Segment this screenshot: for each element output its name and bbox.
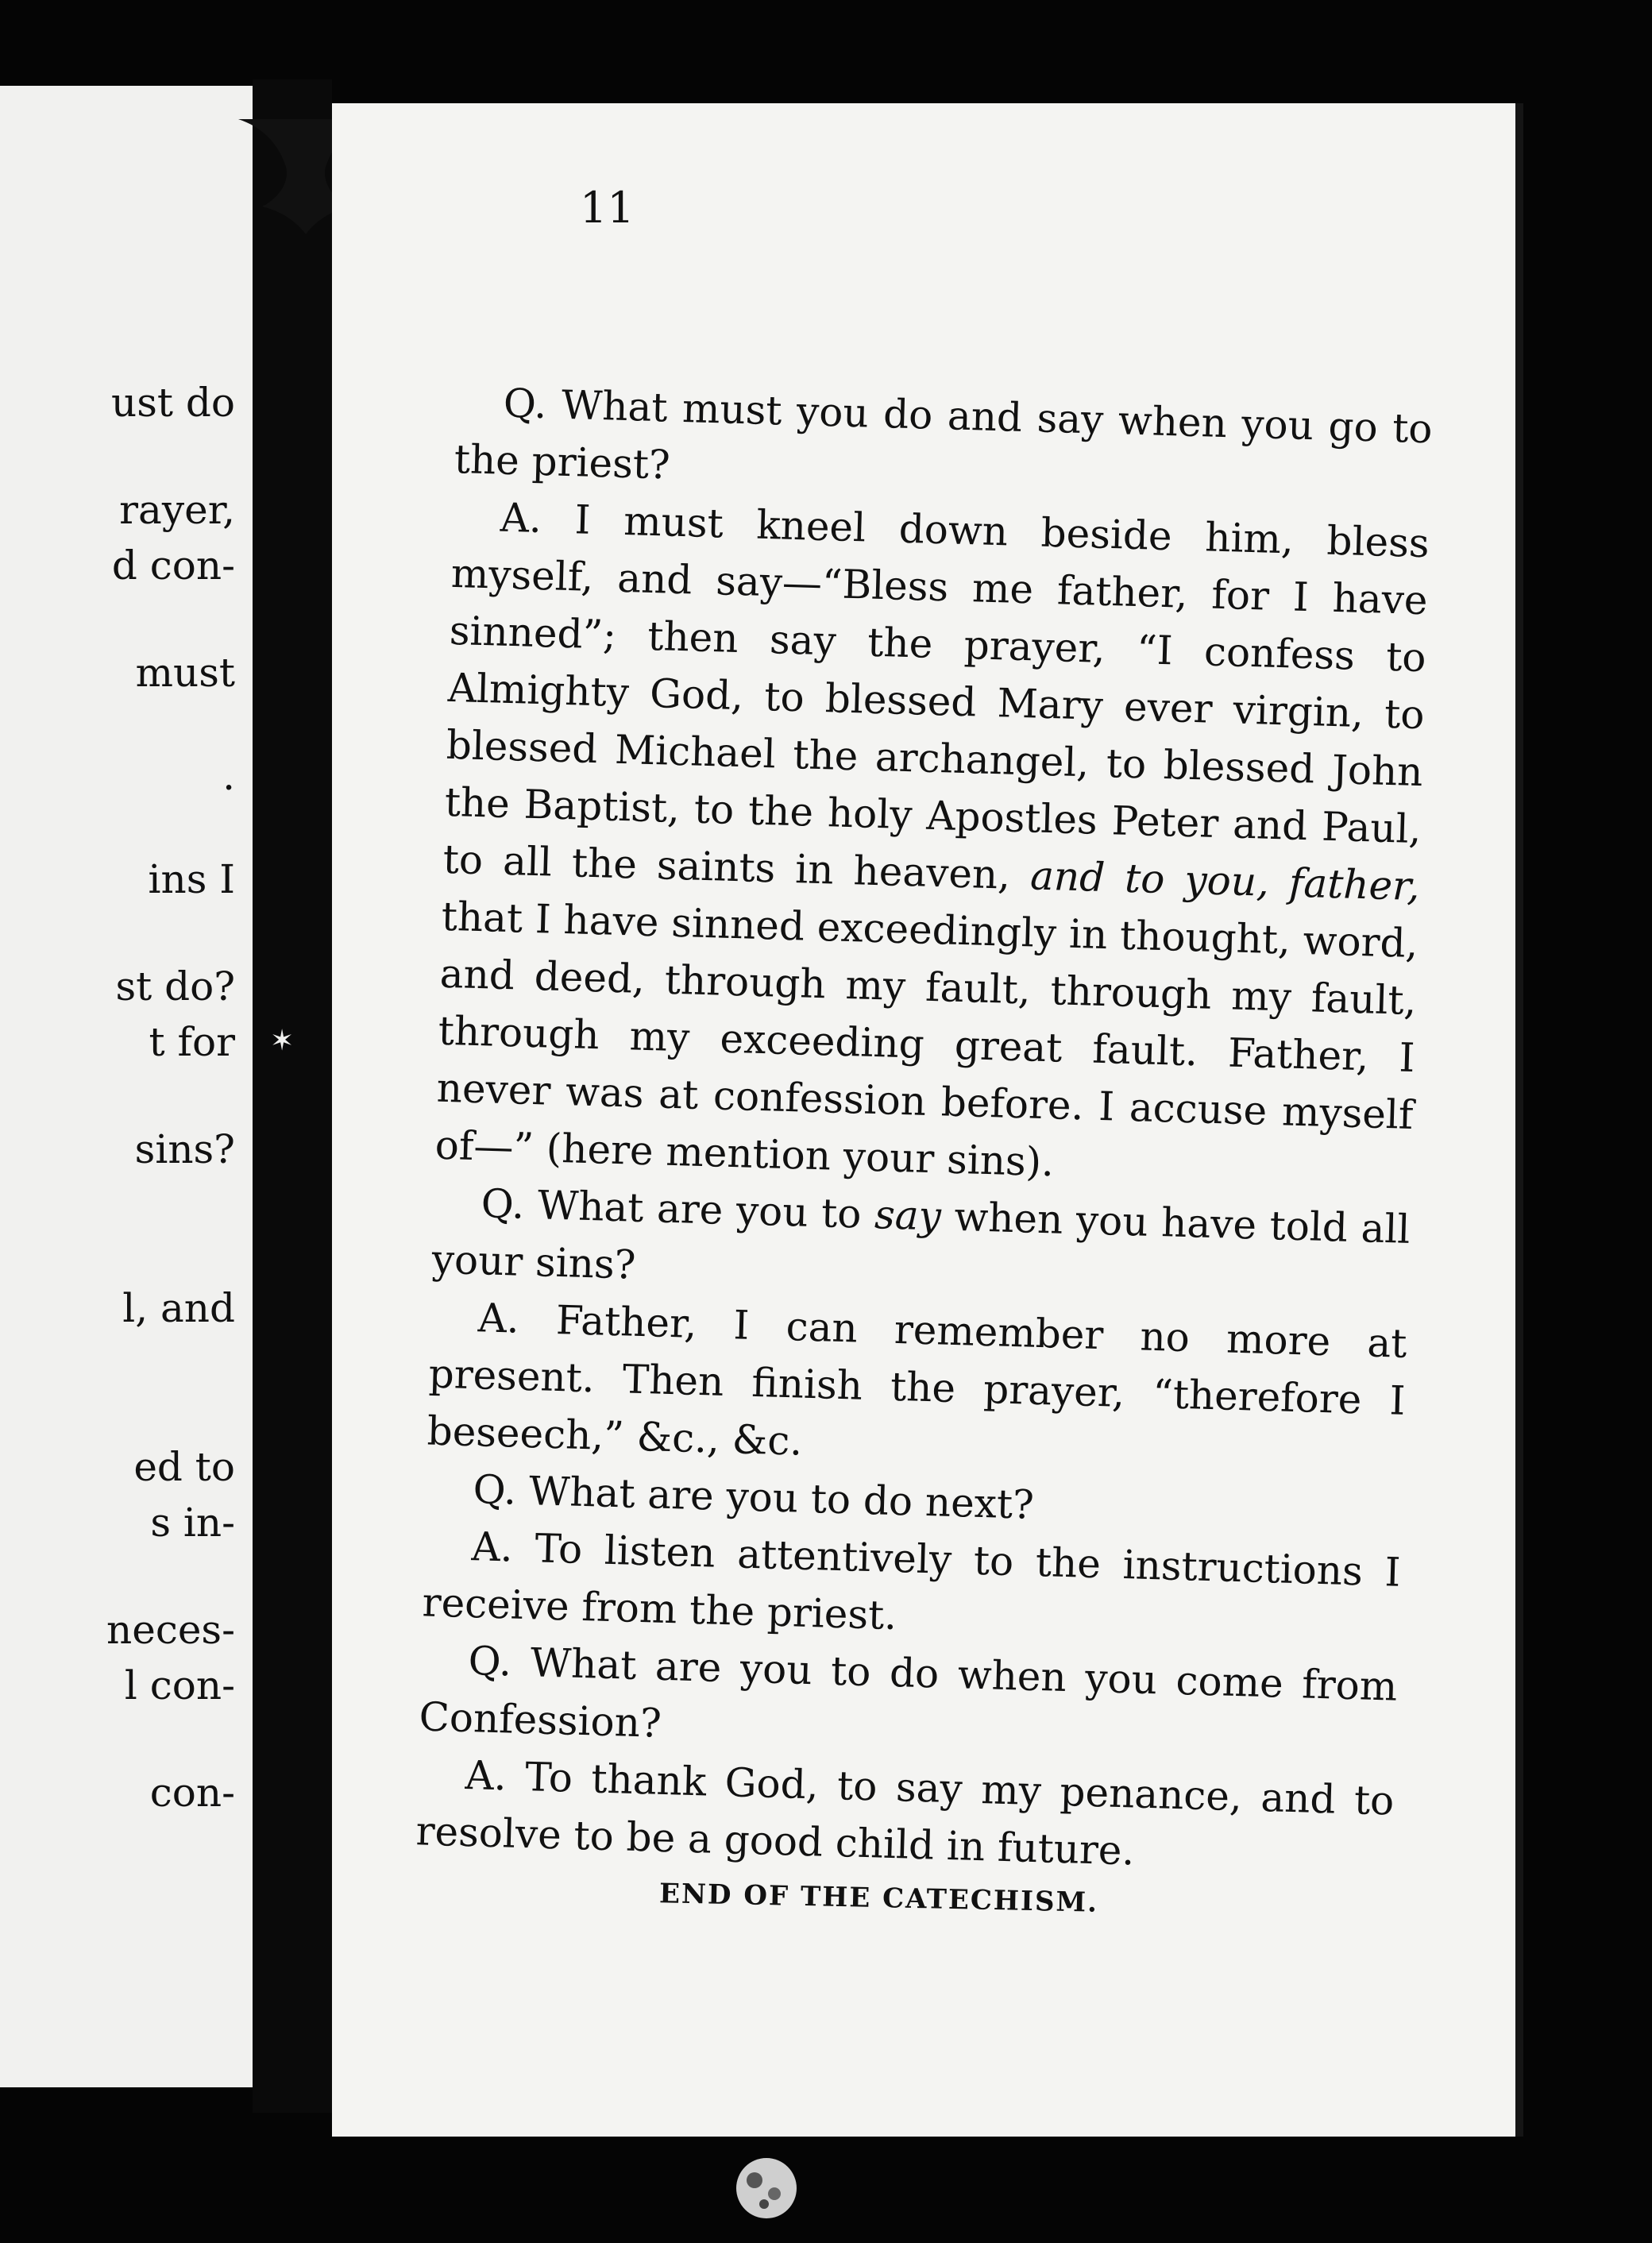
- paragraph-lead: A.: [470, 1523, 514, 1571]
- left-page: [0, 86, 257, 2087]
- paragraph-emphasis: and to you, father,: [1029, 852, 1421, 910]
- answer-paragraph: [434, 488, 1430, 1201]
- left-fragment: ust do: [111, 380, 235, 426]
- left-fragment: con-: [149, 1770, 235, 1816]
- paragraph-emphasis: say: [874, 1191, 942, 1240]
- paragraph-text: What must you do and say when you go to the priest?: [454, 381, 1434, 488]
- left-fragment: l con-: [124, 1662, 235, 1708]
- left-fragment: st do?: [115, 963, 235, 1010]
- book-gutter: [253, 79, 332, 2113]
- paragraph-text: when you have told all your sins?: [431, 1193, 1411, 1288]
- left-fragment: rayer,: [119, 487, 235, 533]
- left-fragment: d con-: [111, 542, 235, 589]
- paragraph-lead: Q.: [481, 1180, 526, 1228]
- paragraph-text: What are you to do next?: [528, 1468, 1035, 1528]
- page-number: 11: [580, 183, 635, 233]
- paragraph-text: What are you to do when you come from Confession?: [418, 1639, 1399, 1747]
- paragraph-lead: A.: [500, 494, 542, 542]
- paragraph-lead: A.: [464, 1751, 508, 1800]
- left-fragment: l, and: [122, 1285, 235, 1331]
- left-fragment: sins?: [134, 1126, 235, 1172]
- end-of-catechism-note: END OF THE CATECHISM.: [658, 1878, 1099, 1919]
- catechism-text: [415, 373, 1434, 1887]
- paragraph-text: What are you to: [537, 1182, 875, 1238]
- paragraph-lead: A.: [477, 1295, 520, 1342]
- paragraph-text: To thank God, to say my penance, and to resolve to be a good child in future.: [415, 1754, 1395, 1874]
- paragraph-lead: Q.: [472, 1466, 517, 1514]
- dust-speck-icon: [723, 2145, 810, 2232]
- paragraph-text: Father, I can remember no more at present. Then finish the prayer, “therefore I beseech,” &c., &c.: [426, 1296, 1408, 1465]
- left-fragment: must: [135, 650, 235, 696]
- binding-stitch-icon: ✶: [270, 1025, 295, 1057]
- left-fragment: ins I: [148, 856, 235, 902]
- left-fragment: .: [222, 753, 235, 799]
- answer-paragraph: [427, 1288, 1408, 1487]
- left-fragment: t for: [149, 1019, 235, 1065]
- left-fragment: ed to: [133, 1444, 235, 1490]
- paragraph-lead: Q.: [503, 380, 548, 428]
- paragraph-text: that I have sinned exceedingly in thought, word, and deed, through my fault, through my fault, through my exceeding great fault. Father, I never was at confession before. I accuse myself of—” (here mention your sins).: [434, 893, 1419, 1186]
- paragraph-text: I must kneel down beside him, bless myself, and say—“Bless me father, for I have sinned”; then say the prayer, “I confess to Almighty God, to blessed Mary ever virgin, to blessed Michael the archangel, to blessed John the Baptist, to the holy Apostles Peter and Paul, to all the saints in heaven,: [442, 496, 1430, 899]
- paragraph-text: To listen attentively to the instructions I receive from the priest.: [421, 1525, 1402, 1639]
- left-fragment: s in-: [150, 1500, 235, 1546]
- paragraph-lead: Q.: [467, 1638, 512, 1685]
- left-fragment: neces-: [106, 1607, 235, 1653]
